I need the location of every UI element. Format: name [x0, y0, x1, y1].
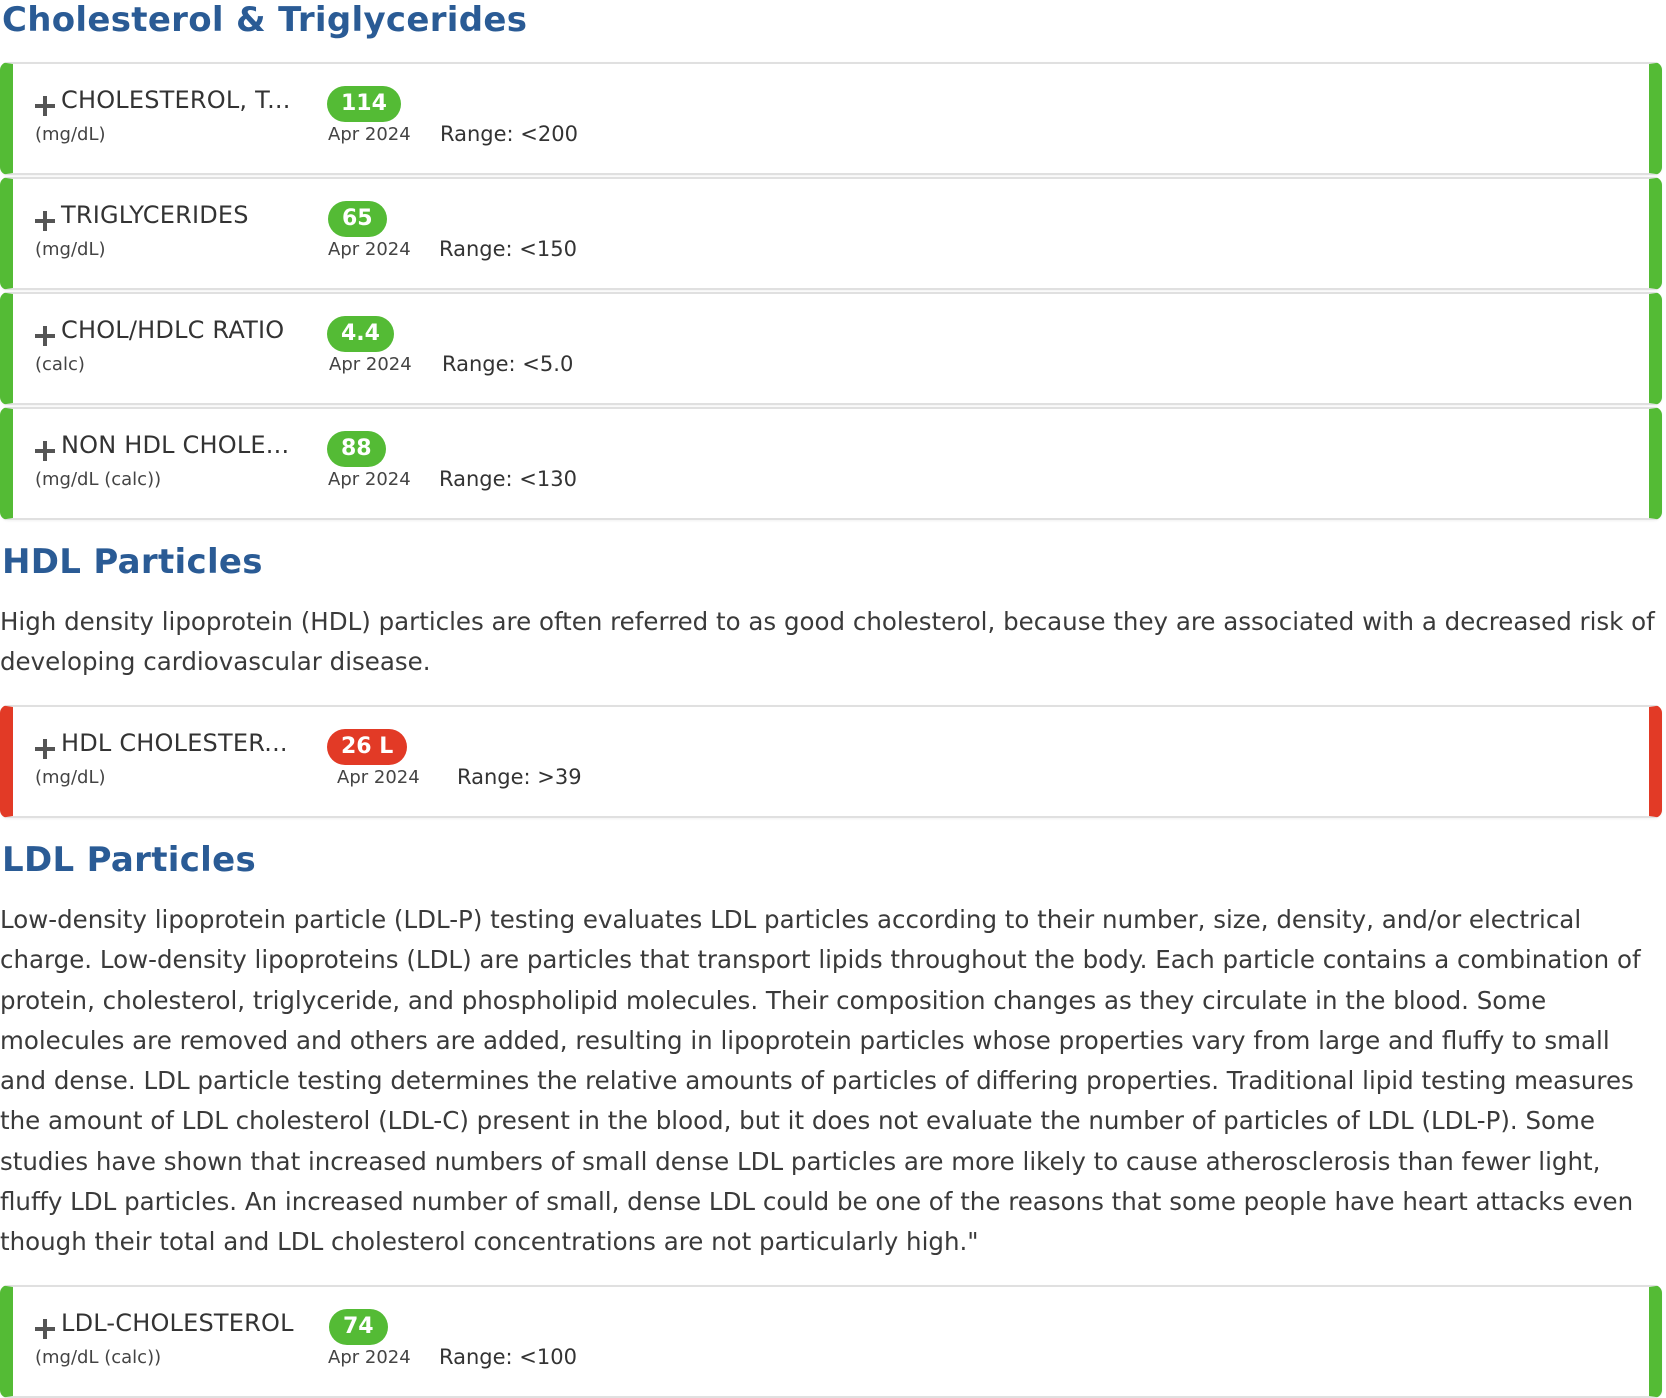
test-name: CHOL/HDLC RATIO — [61, 316, 285, 344]
result-card-chol-hdlc-ratio[interactable] — [0, 292, 1662, 405]
expand-plus-icon[interactable] — [35, 96, 55, 116]
expand-plus-icon[interactable] — [35, 211, 55, 231]
result-value-badge: 65 — [328, 201, 387, 237]
test-unit: (mg/dL) — [35, 239, 106, 260]
test-unit: (mg/dL (calc)) — [35, 469, 162, 490]
result-value-badge: 26 L — [327, 729, 407, 765]
test-unit: (mg/dL (calc)) — [35, 1347, 162, 1368]
reference-range: Range: <150 — [439, 237, 577, 261]
section-title-cholesterol: Cholesterol & Triglycerides — [2, 0, 528, 40]
expand-plus-icon[interactable] — [35, 326, 55, 346]
reference-range: Range: <5.0 — [442, 352, 574, 376]
result-date: Apr 2024 — [328, 239, 411, 260]
section-description-ldl: Low-density lipoprotein particle (LDL-P) testing evaluates LDL particles according to their number, size, density, and/or electrical charge. Low-density lipoproteins (LDL) are particles that transport lipids throughout the body. Each particle contains a combination of protein, cholesterol, triglyceride, and phospholipid molecules. Their composition changes as they circulate in the blood. Some molecules are removed and others are added, resulting in lipoprotein particles whose properties vary from large and fluffy to small and dense. LDL particle testing determines the relative amounts of particles of differing properties. Traditional lipid testing measures the amount of LDL cholesterol (LDL-C) present in the blood, but it does not evaluate the number of particles of LDL (LDL-P). Some studies have shown that increased numbers of small dense LDL particles are more likely to cause atherosclerosis than fewer light, fluffy LDL particles. An increased number of small, dense LDL could be one of the reasons that some people have heart attacks even though their total and LDL cholesterol concentrations are not particularly high." — [0, 905, 1641, 1257]
test-unit: (calc) — [35, 354, 85, 375]
test-unit: (mg/dL) — [35, 767, 106, 788]
test-name: TRIGLYCERIDES — [61, 201, 249, 229]
result-value-badge: 4.4 — [327, 316, 394, 352]
section-title-hdl: HDL Particles — [2, 542, 263, 582]
result-date: Apr 2024 — [328, 124, 411, 145]
reference-range: Range: >39 — [457, 765, 582, 789]
result-card-ldl-cholesterol[interactable] — [0, 1285, 1662, 1398]
reference-range: Range: <200 — [440, 122, 578, 146]
result-card-hdl-cholesterol[interactable] — [0, 705, 1662, 818]
reference-range: Range: <130 — [439, 467, 577, 491]
result-value-badge: 88 — [327, 431, 386, 467]
expand-plus-icon[interactable] — [35, 441, 55, 461]
result-value-badge: 74 — [329, 1309, 388, 1345]
result-date: Apr 2024 — [329, 354, 412, 375]
test-name: HDL CHOLESTER... — [61, 729, 288, 757]
expand-plus-icon[interactable] — [35, 739, 55, 759]
result-value-badge: 114 — [327, 86, 401, 122]
expand-plus-icon[interactable] — [35, 1319, 55, 1339]
test-name: NON HDL CHOLE... — [61, 431, 290, 459]
test-name: CHOLESTEROL, T... — [61, 86, 291, 114]
result-date: Apr 2024 — [337, 767, 420, 788]
result-card-cholesterol-total[interactable] — [0, 62, 1662, 175]
section-description-hdl: High density lipoprotein (HDL) particles are often referred to as good cholesterol, because they are associated with a decreased risk of developing cardiovascular disease. — [0, 607, 1655, 677]
test-unit: (mg/dL) — [35, 124, 106, 145]
result-card-non-hdl-cholesterol[interactable] — [0, 407, 1662, 520]
reference-range: Range: <100 — [439, 1345, 577, 1369]
result-date: Apr 2024 — [328, 1347, 411, 1368]
section-title-ldl: LDL Particles — [2, 840, 257, 880]
result-date: Apr 2024 — [328, 469, 411, 490]
test-name: LDL-CHOLESTEROL — [61, 1309, 294, 1337]
result-card-triglycerides[interactable] — [0, 177, 1662, 290]
